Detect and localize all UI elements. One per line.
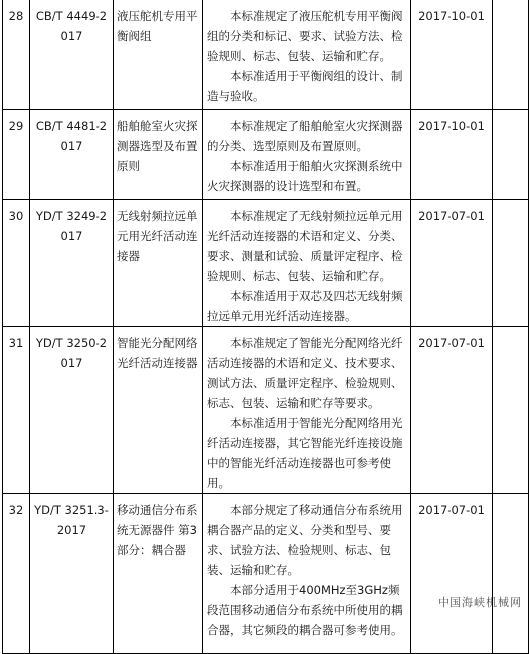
empty-cell (493, 327, 529, 494)
table-row (3, 327, 529, 494)
table-row (3, 200, 529, 327)
standard-scope (203, 200, 411, 327)
scope-paragraph: 本标准规定了智能光分配网络光纤活动连接器的术语和定义、技术要求、测试方法、质量评定程序、检验规则、标志、包装、运输和贮存等要求。 (207, 336, 403, 410)
standard-name: 船舶舱室火灾探测器选型及布置原则 (114, 110, 203, 200)
effective-date: 2017-10-01 (411, 0, 493, 110)
scope-paragraph: 本标准适用于智能光分配网络用光纤活动连接器，其它智能光纤连接设施中的智能光纤活动连接器也可参考使用。 (207, 416, 403, 490)
row-number: 28 (3, 0, 30, 110)
standard-code: YD/T 3250-2017 (30, 327, 114, 494)
standard-scope (203, 327, 411, 494)
empty-cell (493, 0, 529, 110)
standards-table (2, 0, 529, 654)
standard-name: 移动通信分布系统无源器件 第3部分：耦合器 (114, 494, 203, 654)
row-number: 30 (3, 200, 30, 327)
empty-cell (493, 200, 529, 327)
empty-cell (493, 494, 529, 654)
row-number: 32 (3, 494, 30, 654)
scope-paragraph: 本标准适用于船舶火灾探测系统中火灾探测器的设计选型和布置。 (207, 159, 403, 193)
site-watermark: 中国海峡机械网 (438, 596, 522, 609)
scope-paragraph: 本标准规定了液压舵机专用平衡阀组的分类和标记、要求、试验方法、检验规则、标志、包装、运输和贮存。 (207, 9, 403, 63)
row-number: 29 (3, 110, 30, 200)
effective-date: 2017-07-01 (411, 327, 493, 494)
scope-paragraph: 本标准适用于双芯及四芯无线射频拉远单元用光纤活动连接器。 (207, 289, 403, 323)
standard-name: 液压舵机专用平衡阀组 (114, 0, 203, 110)
scope-paragraph: 本标准适用于平衡阀组的设计、制造与验收。 (207, 69, 403, 103)
standard-scope (203, 110, 411, 200)
scope-paragraph: 本部分适用于400MHz至3GHz频段范围移动通信分布系统中所使用的耦合器，其它频段的耦合器可参考使用。 (207, 583, 403, 637)
standard-name: 无线射频拉远单元用光纤活动连接器 (114, 200, 203, 327)
scope-paragraph: 本标准规定了船舶舱室火灾探测器的分类、选型原则及布置原则。 (207, 119, 403, 153)
scope-paragraph: 本部分规定了移动通信分布系统用耦合器产品的定义、分类和型号、要求、试验方法、检验规则、标志、包装、运输和贮存。 (207, 503, 403, 577)
effective-date: 2017-07-01 (411, 200, 493, 327)
standard-code: CB/T 4481-2017 (30, 110, 114, 200)
standard-scope (203, 0, 411, 110)
effective-date: 2017-07-01 (411, 494, 493, 654)
table-row (3, 110, 529, 200)
scope-paragraph: 本标准规定了无线射频拉远单元用光纤活动连接器的术语和定义、分类、要求、测量和试验、质量评定程序、检验规则、标志、包装、运输和贮存。 (207, 209, 403, 283)
standard-scope (203, 494, 411, 654)
standard-code: CB/T 4449-2017 (30, 0, 114, 110)
standard-code: YD/T 3249-2017 (30, 200, 114, 327)
empty-cell (493, 110, 529, 200)
effective-date: 2017-10-01 (411, 110, 493, 200)
row-number: 31 (3, 327, 30, 494)
table-row (3, 0, 529, 110)
table-row (3, 494, 529, 654)
standard-code: YD/T 3251.3-2017 (30, 494, 114, 654)
standard-name: 智能光分配网络光纤活动连接器 (114, 327, 203, 494)
